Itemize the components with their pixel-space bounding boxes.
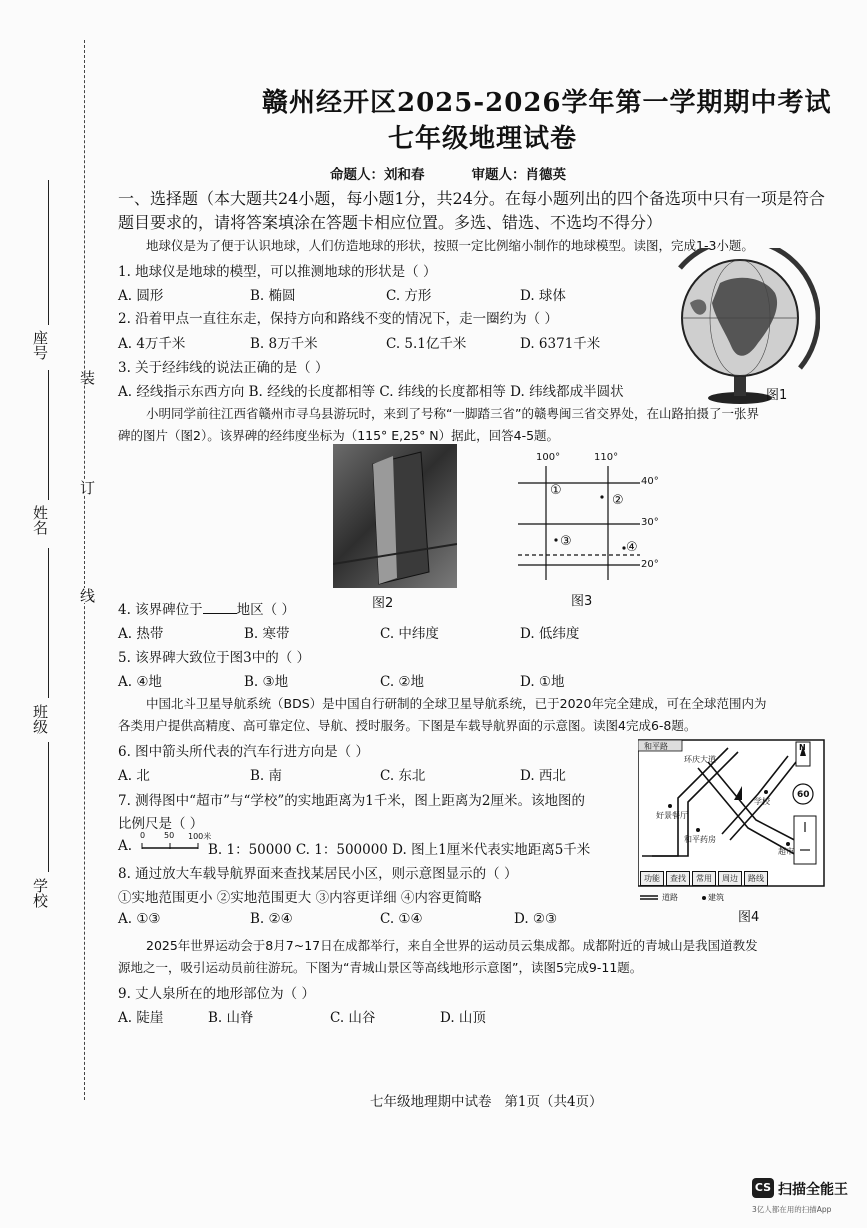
figure-3-grid <box>512 452 662 582</box>
q6-option-a: A. 北 <box>118 768 150 784</box>
fig4-btn-route: 路线 <box>744 871 768 886</box>
q3-stem: 3. 关于经纬线的说法正确的是（ ） <box>118 360 329 376</box>
fig4-btn-function: 功能 <box>640 871 664 886</box>
fig4-huanqing-avenue: 环庆大道 <box>684 755 716 764</box>
binding-ding: 订 <box>78 480 96 495</box>
q8-option-c: C. ①④ <box>380 911 423 927</box>
fig4-legend-road: 道路 <box>662 893 678 902</box>
q6-option-d: D. 西北 <box>520 768 566 784</box>
fig4-btn-common: 常用 <box>692 871 716 886</box>
binding-zhuang: 装 <box>78 370 96 385</box>
q2-option-d: D. 6371千米 <box>520 336 601 352</box>
figure-3-lat-20: 20° <box>641 559 659 570</box>
binding-xian: 线 <box>78 588 96 603</box>
q6-option-b: B. 南 <box>250 768 283 784</box>
fig4-legend-building: 建筑 <box>708 893 724 902</box>
page-footer: 七年级地理期中试卷 第1页（共4页） <box>370 1094 603 1110</box>
q4-option-c: C. 中纬度 <box>380 626 439 642</box>
intro-bds-line2: 各类用户提供高精度、高可靠定位、导航、授时服务。下图是车载导航界面的示意图。读图4完成6-8题。 <box>118 718 697 733</box>
q5-option-b: B. ③地 <box>244 674 289 690</box>
q1-option-c: C. 方形 <box>386 288 432 304</box>
figure-1-caption: 图1 <box>766 388 788 403</box>
q4-blank <box>203 601 237 614</box>
figure-3-lon-100: 100° <box>536 452 561 463</box>
q6-stem: 6. 图中箭头所代表的汽车行进方向是（ ） <box>118 744 369 760</box>
figure-3-point-1: ① <box>550 483 562 498</box>
q9-option-b: B. 山脊 <box>208 1010 254 1026</box>
q2-option-a: A. 4万千米 <box>118 336 186 352</box>
exam-subtitle: 七年级地理试卷 <box>388 124 578 154</box>
q2-stem: 2. 沿着甲点一直往东走，保持方向和路线不变的情况下，走一圈约为（ ） <box>118 311 558 327</box>
q2-option-c: C. 5.1亿千米 <box>386 336 467 352</box>
q7-scale-50: 50 <box>164 831 175 840</box>
scanner-logo-icon: CS <box>752 1178 774 1198</box>
fig4-market: 超市 <box>778 847 794 856</box>
figure-3-lat-30: 30° <box>641 517 659 528</box>
figure-4-caption: 图4 <box>738 910 760 925</box>
q9-option-a: A. 陡崖 <box>118 1010 164 1026</box>
q4-stem <box>118 598 295 618</box>
intro-bds-line1: 中国北斗卫星导航系统（BDS）是中国自行研制的全球卫星导航系统，已于2020年完全建成，可在全球范围内为 <box>146 696 767 711</box>
q4-option-b: B. 寒带 <box>244 626 290 642</box>
q8-items: ①实地范围更小 ②实地范围更大 ③内容更详细 ④内容更简略 <box>118 890 482 906</box>
name-blank-line <box>48 370 49 500</box>
fig4-restaurant: 好景餐厅 <box>656 811 688 820</box>
school-label: 学校 <box>31 878 49 908</box>
fig4-pharmacy: 和平药房 <box>684 835 716 844</box>
q3-options: A. 经线指示东西方向 B. 经线的长度都相等 C. 纬线的长度都相等 D. 纬线都成半圆状 <box>118 384 624 400</box>
intro-boundary-line2: 碑的图片（图2）。该界碑的经纬度坐标为（115° E,25° N）据此，回答4-5题。 <box>118 428 560 443</box>
north-arrow-icon: N <box>799 743 806 752</box>
scanner-tagline: 3亿人都在用的扫描App <box>752 1205 832 1214</box>
q7-scale-0: 0 <box>140 831 146 840</box>
fig4-btn-nearby: 周边 <box>718 871 742 886</box>
q1-stem: 1. 地球仪是地球的模型，可以推测地球的形状是（ ） <box>118 264 437 280</box>
figure-1-globe <box>660 248 820 408</box>
intro-boundary-line1: 小明同学前往江西省赣州市寻乌县游玩时，来到了号称“一脚踏三省”的赣粤闽三省交界处，在山路拍摄了一张界 <box>146 406 759 421</box>
figure-3-point-2: ② <box>612 493 624 508</box>
q4-stem-part1: 4. 该界碑位于 <box>118 602 203 618</box>
fig4-school: 学校 <box>754 797 770 806</box>
q7-options-rest: B. 1：50000 C. 1：500000 D. 图上1厘米代表实地距离5千米 <box>208 842 591 858</box>
figure-2-caption: 图2 <box>372 596 394 611</box>
exam-title: 赣州经开区2025-2026学年第一学期期中考试 <box>262 88 832 118</box>
figure-3-lat-40: 40° <box>641 476 659 487</box>
q8-option-a: A. ①③ <box>118 911 161 927</box>
name-label: 姓名 <box>31 505 49 535</box>
fig4-heping-road: 和平路 <box>644 742 668 751</box>
q5-option-a: A. ④地 <box>118 674 162 690</box>
q4-option-a: A. 热带 <box>118 626 164 642</box>
section-heading-line2: 题目要求的，请将答案填涂在答题卡相应位置。多选、错选、不选均不得分） <box>118 213 663 232</box>
q7-scale-100: 100米 <box>188 832 212 841</box>
section-heading-line1: 一、选择题（本大题共24小题，每小题1分，共24分。在每小题列出的四个备选项中只有一项是符合 <box>118 189 825 208</box>
intro-qingcheng-line1: 2025年世界运动会于8月7~17日在成都举行，来自全世界的运动员云集成都。成都附近的青城山是我国道教发 <box>146 938 758 953</box>
q9-option-c: C. 山谷 <box>330 1010 376 1026</box>
q7-option-a: A. <box>118 838 133 854</box>
q8-option-b: B. ②④ <box>250 911 293 927</box>
q1-option-b: B. 椭圆 <box>250 288 296 304</box>
q7-stem-line2: 比例尺是（ ） <box>118 816 204 832</box>
class-label: 班级 <box>31 704 49 734</box>
q4-stem-part2: 地区（ ） <box>236 602 295 618</box>
seat-blank-line <box>48 180 49 325</box>
q7-stem-line1: 7. 测得图中“超市”与“学校”的实地距离为1千米，图上距离为2厘米。该地图的 <box>118 793 585 809</box>
q8-option-d: D. ②③ <box>514 911 558 927</box>
intro-qingcheng-line2: 源地之一，吸引运动员前往游玩。下图为“青城山景区等高线地形示意图”，读图5完成9-11题。 <box>118 960 643 975</box>
fig4-btn-search: 查找 <box>666 871 690 886</box>
class-blank-line <box>48 548 49 698</box>
author-line: 命题人：刘和春 审题人：肖德英 <box>330 167 566 183</box>
q5-option-c: C. ②地 <box>380 674 425 690</box>
q5-stem: 5. 该界碑大致位于图3中的（ ） <box>118 650 311 666</box>
intro-globe: 地球仪是为了便于认识地球，人们仿造地球的形状，按照一定比例缩小制作的地球模型。读图，完成1-3小题。 <box>146 238 754 253</box>
speed-limit-icon: 60 <box>797 790 810 800</box>
figure-3-caption: 图3 <box>571 594 593 609</box>
q4-option-d: D. 低纬度 <box>520 626 580 642</box>
figure-3-point-4: ④ <box>626 540 638 555</box>
figure-3-lon-110: 110° <box>594 452 619 463</box>
q5-option-d: D. ①地 <box>520 674 565 690</box>
fig4-toolbar <box>640 871 768 886</box>
q1-option-d: D. 球体 <box>520 288 566 304</box>
scanner-app-name: 扫描全能王 <box>778 1182 848 1198</box>
school-blank-line <box>48 742 49 872</box>
q2-option-b: B. 8万千米 <box>250 336 318 352</box>
figure-2-photo <box>333 444 457 588</box>
binding-line <box>84 40 85 1100</box>
figure-3-point-3: ③ <box>560 534 572 549</box>
q9-option-d: D. 山顶 <box>440 1010 486 1026</box>
q9-stem: 9. 丈人泉所在的地形部位为（ ） <box>118 986 315 1002</box>
q6-option-c: C. 东北 <box>380 768 426 784</box>
q1-option-a: A. 圆形 <box>118 288 164 304</box>
q8-stem: 8. 通过放大车载导航界面来查找某居民小区，则示意图显示的（ ） <box>118 866 518 882</box>
seat-label: 座号 <box>31 330 49 360</box>
